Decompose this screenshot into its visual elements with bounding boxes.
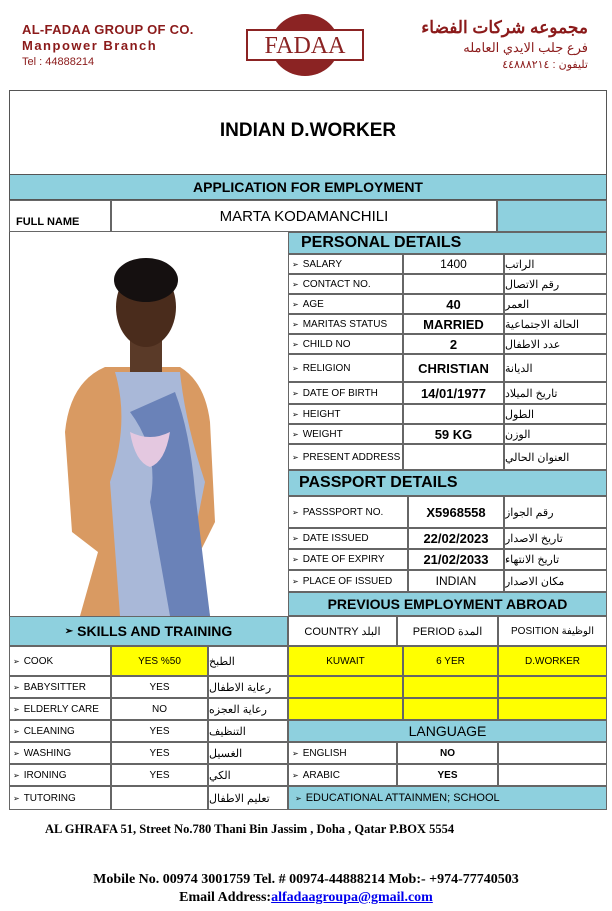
company-tel-en: Tel : 44888214: [22, 56, 95, 68]
language-english-label: ➢ ENGLISH: [288, 742, 397, 764]
company-name-ar: مجموعه شركات الفضاء: [421, 18, 588, 37]
child-no-label: ➢ CHILD NO: [288, 334, 403, 354]
skill-cleaning-value: YES: [111, 720, 208, 742]
skill-tutoring-label: ➢ TUTORING: [9, 786, 111, 810]
contact-label-ar: رقم الاتصال: [504, 274, 607, 294]
date-expiry-label: ➢ DATE OF EXPIRY: [288, 549, 408, 570]
skill-tutoring-label-ar: تعليم الاطفال: [208, 786, 288, 810]
date-issued-label-ar: تاريخ الاصدار: [504, 528, 607, 549]
height-value: [403, 404, 504, 424]
present-address-label: ➢ PRESENT ADDRESS: [288, 444, 403, 470]
skill-washing-value: YES: [111, 742, 208, 764]
skill-cleaning-label-ar: التنظيف: [208, 720, 288, 742]
email-link[interactable]: alfadaagroupa@gmail.com: [271, 890, 433, 905]
company-name-en: AL-FADAA GROUP OF CO.: [22, 22, 194, 37]
age-label: ➢ AGE: [288, 294, 403, 314]
skill-cook-value: YES %50: [111, 646, 208, 676]
page-title: INDIAN D.WORKER: [219, 120, 397, 141]
weight-label: ➢ WEIGHT: [288, 424, 403, 444]
place-issued-value: INDIAN: [408, 570, 504, 592]
logo-text: FADAA: [264, 33, 346, 59]
skill-tutoring-value: [111, 786, 208, 810]
passport-no-value: X5968558: [408, 496, 504, 528]
language-arabic-label: ➢ ARABIC: [288, 764, 397, 786]
skill-elderly-care-label-ar: رعاية العجزه: [208, 698, 288, 720]
height-label-ar: الطول: [504, 404, 607, 424]
child-no-value: 2: [403, 334, 504, 354]
previous-employment-heading: PREVIOUS EMPLOYMENT ABROAD: [288, 592, 607, 616]
child-no-label-ar: عدد الاطفال: [504, 334, 607, 354]
salary-label: ➢ SALARY: [288, 254, 403, 274]
salary-label-ar: الراتب: [504, 254, 607, 274]
language-heading: LANGUAGE: [288, 720, 607, 742]
skill-cleaning-label: ➢ CLEANING: [9, 720, 111, 742]
marital-status-label: ➢ MARITAS STATUS: [288, 314, 403, 334]
weight-label-ar: الوزن: [504, 424, 607, 444]
branch-name-en: Manpower Branch: [22, 38, 158, 53]
passport-details-heading: PASSPORT DETAILS: [288, 470, 607, 496]
weight-value: 59 KG: [403, 424, 504, 444]
present-address-label-ar: العنوان الحالي: [504, 444, 607, 470]
skill-cook-label: ➢ COOK: [9, 646, 111, 676]
skill-babysitter-label-ar: رعاية الاطفال: [208, 676, 288, 698]
footer-email-line: [0, 890, 612, 906]
application-heading: APPLICATION FOR EMPLOYMENT: [9, 174, 607, 200]
full-name-label: FULL NAME: [9, 200, 111, 232]
skills-heading-text: SKILLS AND TRAINING: [77, 623, 233, 639]
prev-period-value: 6 YER: [403, 646, 498, 676]
applicant-photo: [10, 232, 288, 616]
prev-position-blank-1: [498, 676, 607, 698]
skill-cook-label-ar: الطبخ: [208, 646, 288, 676]
skill-ironing-label-ar: الكي: [208, 764, 288, 786]
religion-label: ➢ RELIGION: [288, 354, 403, 382]
skill-ironing-value: YES: [111, 764, 208, 786]
religion-value: CHRISTIAN: [403, 354, 504, 382]
prev-position-blank-2: [498, 698, 607, 720]
prev-position-header: POSITION الوظيفة: [498, 616, 607, 646]
dob-value: 14/01/1977: [403, 382, 504, 404]
skill-washing-label-ar: الغسيل: [208, 742, 288, 764]
personal-details-heading: PERSONAL DETAILS: [288, 232, 607, 254]
prev-country-header: COUNTRY البلد: [288, 616, 397, 646]
language-english-value: NO: [397, 742, 498, 764]
date-issued-value: 22/02/2023: [408, 528, 504, 549]
full-name-blank: [497, 200, 607, 232]
skill-washing-label: ➢ WASHING: [9, 742, 111, 764]
salary-value: 1400: [403, 254, 504, 274]
prev-country-blank-1: [288, 676, 403, 698]
prev-country-value: KUWAIT: [288, 646, 403, 676]
prev-country-blank-2: [288, 698, 403, 720]
language-arabic-value: YES: [397, 764, 498, 786]
skills-heading: [9, 616, 288, 646]
marital-status-label-ar: الحالة الاجتماعية: [504, 314, 607, 334]
date-expiry-value: 21/02/2033: [408, 549, 504, 570]
dob-label-ar: تاريخ الميلاد: [504, 382, 607, 404]
dob-label: ➢ DATE OF BIRTH: [288, 382, 403, 404]
skill-ironing-label: ➢ IRONING: [9, 764, 111, 786]
education-row: ➢ EDUCATIONAL ATTAINMEN; SCHOOL: [288, 786, 607, 810]
branch-name-ar: فرع جلب الايدي العامله: [463, 40, 588, 55]
prev-period-blank-2: [403, 698, 498, 720]
prev-period-blank-1: [403, 676, 498, 698]
age-label-ar: العمر: [504, 294, 607, 314]
contact-label: ➢ CONTACT NO.: [288, 274, 403, 294]
height-label: ➢ HEIGHT: [288, 404, 403, 424]
date-issued-label: ➢ DATE ISSUED: [288, 528, 408, 549]
passport-no-label: ➢ PASSSPORT NO.: [288, 496, 408, 528]
fadaa-logo: [245, 12, 365, 78]
skill-elderly-care-value: NO: [111, 698, 208, 720]
footer-phones: Mobile No. 00974 3001759 Tel. # 00974-44888214 Mob:- +974-77740503: [93, 872, 519, 887]
prev-period-header: PERIOD المدة: [397, 616, 498, 646]
marital-status-value: MARRIED: [403, 314, 504, 334]
skill-elderly-care-label: ➢ ELDERLY CARE: [9, 698, 111, 720]
date-expiry-label-ar: تاريخ الانتهاء: [504, 549, 607, 570]
place-issued-label-ar: مكان الاصدار: [504, 570, 607, 592]
language-arabic-blank: [498, 764, 607, 786]
company-tel-ar: تليفون : ٤٤٨٨٨٢١٤: [502, 59, 588, 71]
footer-address: AL GHRAFA 51, Street No.780 Thani Bin Jassim , Doha , Qatar P.BOX 5554: [45, 822, 455, 836]
language-english-blank: [498, 742, 607, 764]
passport-no-label-ar: رقم الجواز: [504, 496, 607, 528]
age-value: 40: [403, 294, 504, 314]
skill-babysitter-value: YES: [111, 676, 208, 698]
present-address-value: [403, 444, 504, 470]
place-issued-label: ➢ PLACE OF ISSUED: [288, 570, 408, 592]
skills-heading-arrow: ➢: [64, 625, 74, 637]
full-name-value: MARTA KODAMANCHILI: [111, 200, 497, 232]
prev-position-value: D.WORKER: [498, 646, 607, 676]
skill-babysitter-label: ➢ BABYSITTER: [9, 676, 111, 698]
contact-value: [403, 274, 504, 294]
email-label: Email Address:: [179, 890, 272, 905]
religion-label-ar: الديانة: [504, 354, 607, 382]
